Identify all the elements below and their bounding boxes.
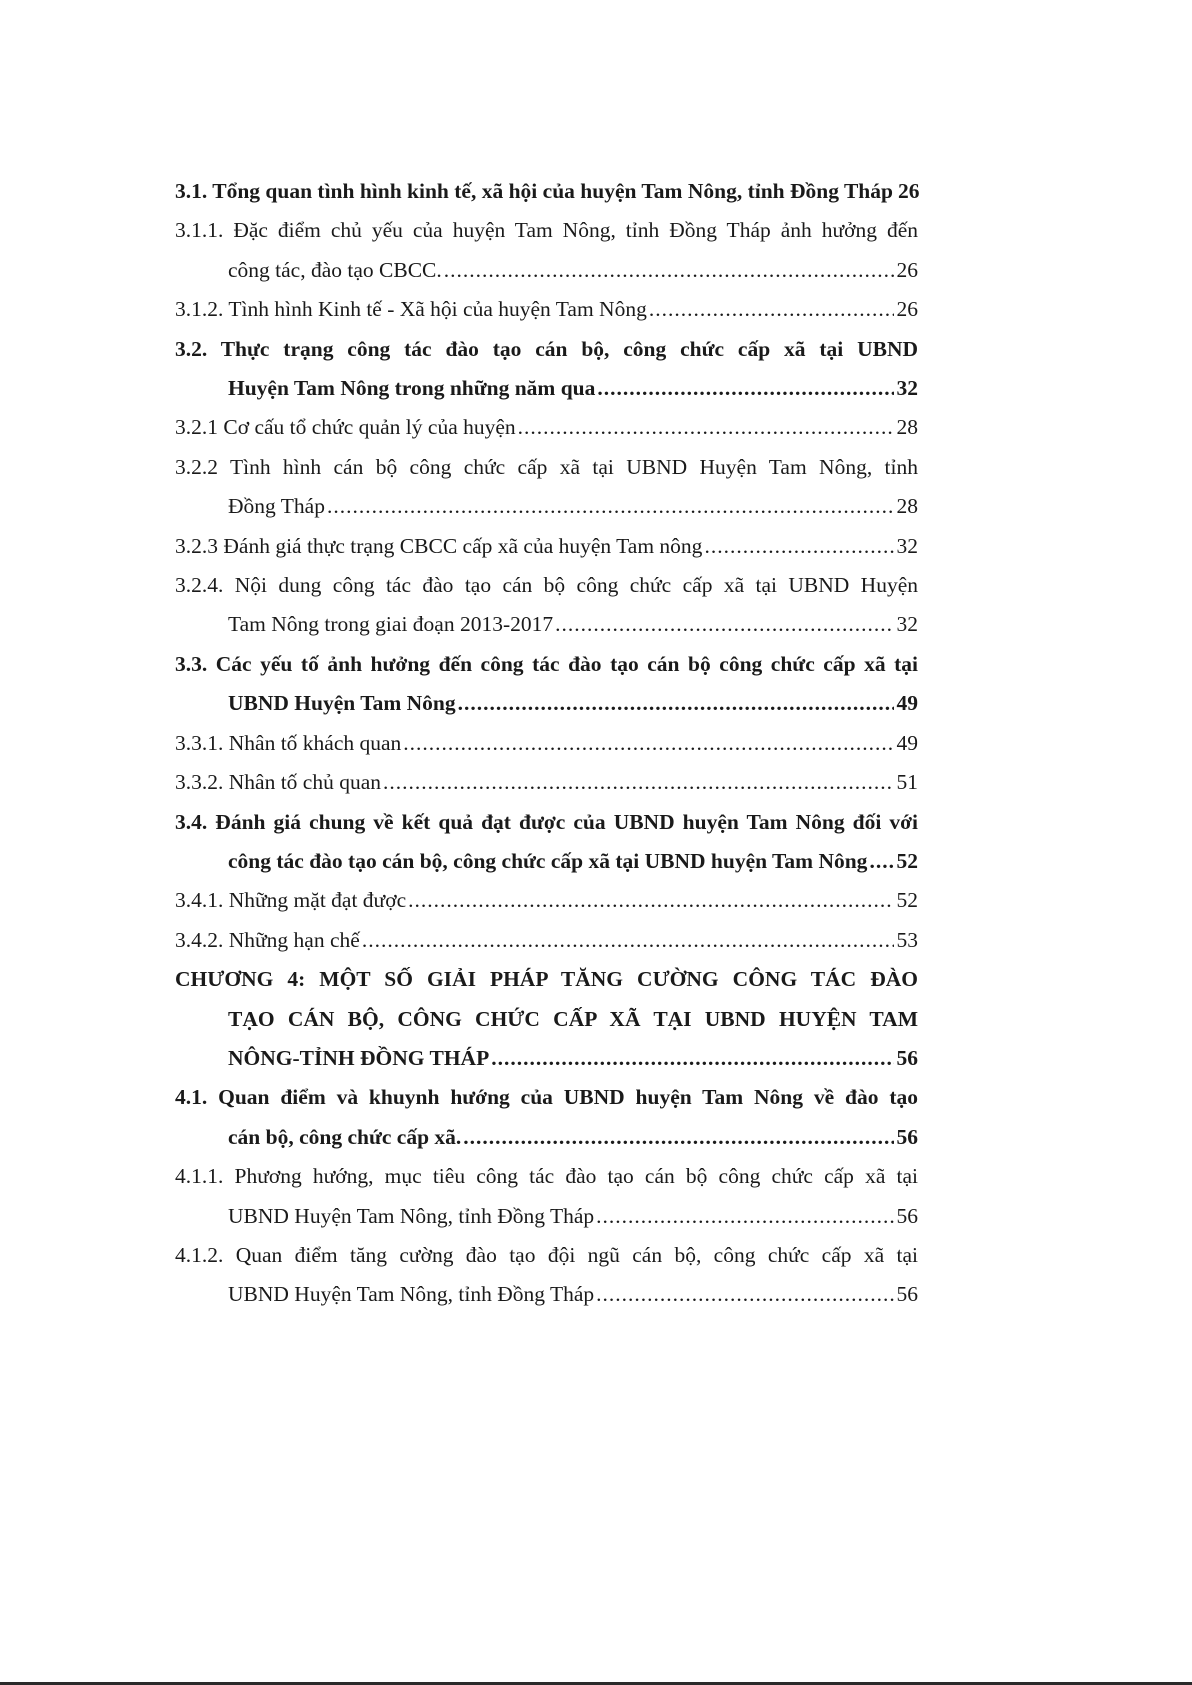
toc-entry-title: 3.1.2. Tình hình Kinh tế - Xã hội của huyện Tam Nông <box>175 297 647 322</box>
toc-entry-3-3[interactable] <box>175 645 918 724</box>
toc-entry-chapter-4[interactable] <box>175 960 918 1078</box>
toc-entry-3-2-3[interactable] <box>175 527 918 566</box>
toc-entry-3-1-2[interactable] <box>175 290 918 329</box>
toc-entry-title: công tác, đào tạo CBCC. <box>228 257 442 282</box>
toc-page-number: 56 <box>896 1282 918 1307</box>
dot-leader <box>704 527 893 566</box>
toc-entry-title: NÔNG-TỈNH ĐỒNG THÁP <box>228 1045 490 1070</box>
toc-page-number: 52 <box>896 848 918 873</box>
toc-list <box>175 172 918 1315</box>
toc-entry-title-line1: 4.1.2. Quan điểm tăng cường đào tạo đội ngũ cán bộ, công chức cấp xã tại <box>175 1242 918 1267</box>
toc-entry-title-line1: 3.1.1. Đặc điểm chủ yếu của huyện Tam Nông, tỉnh Đồng Tháp ảnh hưởng đến <box>175 218 918 243</box>
toc-entry-title: 3.3.2. Nhân tố chủ quan <box>175 770 382 795</box>
dot-leader <box>383 763 893 802</box>
toc-entry-title-line1: 3.2. Thực trạng công tác đào tạo cán bộ, công chức cấp xã tại UBND <box>175 336 918 361</box>
toc-entry-title: 3.2.1 Cơ cấu tổ chức quản lý của huyện <box>175 415 516 440</box>
toc-entry-title: 3.1. Tổng quan tình hình kinh tế, xã hội của huyện Tam Nông, tỉnh Đồng Tháp <box>175 179 893 203</box>
toc-page-number: 32 <box>896 533 918 558</box>
toc-entry-title-line1: 3.4. Đánh giá chung về kết quả đạt được của UBND huyện Tam Nông đối với <box>175 809 918 834</box>
dot-leader <box>649 290 894 329</box>
dot-leader <box>869 842 893 881</box>
dot-leader <box>518 408 894 447</box>
toc-page-number: 32 <box>896 612 918 637</box>
toc-page-number: 52 <box>896 888 918 913</box>
toc-page-number: 26 <box>897 179 920 203</box>
toc-entry-3-2-4[interactable] <box>175 566 918 645</box>
toc-page-number: 56 <box>896 1203 918 1228</box>
toc-entry-3-4[interactable] <box>175 803 918 882</box>
dot-leader <box>597 369 893 408</box>
toc-page-number: 49 <box>896 691 918 716</box>
toc-entry-4-1[interactable] <box>175 1078 918 1157</box>
toc-entry-title: 3.3.1. Nhân tố khách quan <box>175 730 402 755</box>
toc-entry-title-line1: CHƯƠNG 4: MỘT SỐ GIẢI PHÁP TĂNG CƯỜNG CÔNG TÁC ĐÀO <box>175 967 918 992</box>
toc-entry-title: 3.4.2. Những hạn chế <box>175 927 360 952</box>
toc-entry-title: cán bộ, công chức cấp xã. <box>228 1124 462 1149</box>
toc-entry-4-1-2[interactable] <box>175 1236 918 1315</box>
dot-leader <box>555 605 893 644</box>
toc-entry-title: UBND Huyện Tam Nông, tỉnh Đồng Tháp <box>228 1282 595 1307</box>
toc-entry-title: Huyện Tam Nông trong những năm qua <box>228 376 596 401</box>
dot-leader <box>458 684 894 723</box>
toc-entry-title-line1: 4.1. Quan điểm và khuynh hướng của UBND huyện Tam Nông về đào tạo <box>175 1085 918 1110</box>
toc-entry-title-line2: TẠO CÁN BỘ, CÔNG CHỨC CẤP XÃ TẠI UBND HUYỆN TAM <box>228 1006 918 1031</box>
dot-leader <box>491 1039 893 1078</box>
dot-leader <box>362 921 894 960</box>
toc-entry-title-line1: 4.1.1. Phương hướng, mục tiêu công tác đào tạo cán bộ công chức cấp xã tại <box>175 1164 918 1189</box>
toc-page-number: 28 <box>896 415 918 440</box>
toc-page-number: 53 <box>896 927 918 952</box>
toc-entry-title: Tam Nông trong giai đoạn 2013-2017 <box>228 612 554 637</box>
toc-entry-title: 3.2.3 Đánh giá thực trạng CBCC cấp xã của huyện Tam nông <box>175 533 703 558</box>
toc-entry-title-line1: 3.3. Các yếu tố ảnh hưởng đến công tác đào tạo cán bộ công chức cấp xã tại <box>175 651 918 676</box>
toc-entry-4-1-1[interactable] <box>175 1157 918 1236</box>
toc-entry-title: 3.4.1. Những mặt đạt được <box>175 888 407 913</box>
toc-entry-title: UBND Huyện Tam Nông <box>228 691 456 716</box>
toc-page-number: 51 <box>896 770 918 795</box>
toc-page-number: 26 <box>896 297 918 322</box>
dot-leader <box>596 1275 893 1314</box>
toc-entry-3-4-2[interactable] <box>175 921 918 960</box>
table-of-contents-page <box>175 172 918 1315</box>
dot-leader <box>403 724 893 763</box>
dot-leader <box>463 1118 893 1157</box>
toc-page-number: 28 <box>896 494 918 519</box>
dot-leader <box>327 487 894 526</box>
toc-entry-title: Đồng Tháp <box>228 494 325 519</box>
toc-entry-title: công tác đào tạo cán bộ, công chức cấp xã tại UBND huyện Tam Nông <box>228 848 868 873</box>
toc-page-number: 32 <box>896 376 918 401</box>
toc-entry-3-3-1[interactable] <box>175 724 918 763</box>
toc-entry-3-2-2[interactable] <box>175 448 918 527</box>
toc-entry-3-3-2[interactable] <box>175 763 918 802</box>
toc-entry-3-1[interactable] <box>175 172 918 211</box>
toc-entry-title: UBND Huyện Tam Nông, tỉnh Đồng Tháp <box>228 1203 595 1228</box>
dot-leader <box>596 1197 893 1236</box>
toc-page-number: 56 <box>896 1045 918 1070</box>
toc-page-number: 26 <box>896 257 918 282</box>
toc-page-number: 49 <box>896 730 918 755</box>
dot-leader <box>408 881 893 920</box>
toc-entry-title-line1: 3.2.4. Nội dung công tác đào tạo cán bộ công chức cấp xã tại UBND Huyện <box>175 573 918 598</box>
toc-entry-title-line1: 3.2.2 Tình hình cán bộ công chức cấp xã tại UBND Huyện Tam Nông, tỉnh <box>175 454 918 479</box>
toc-page-number: 56 <box>896 1124 918 1149</box>
toc-entry-3-2[interactable] <box>175 330 918 409</box>
toc-entry-3-2-1[interactable] <box>175 408 918 447</box>
toc-entry-3-1-1[interactable] <box>175 211 918 290</box>
toc-entry-3-4-1[interactable] <box>175 881 918 920</box>
dot-leader <box>444 251 894 290</box>
